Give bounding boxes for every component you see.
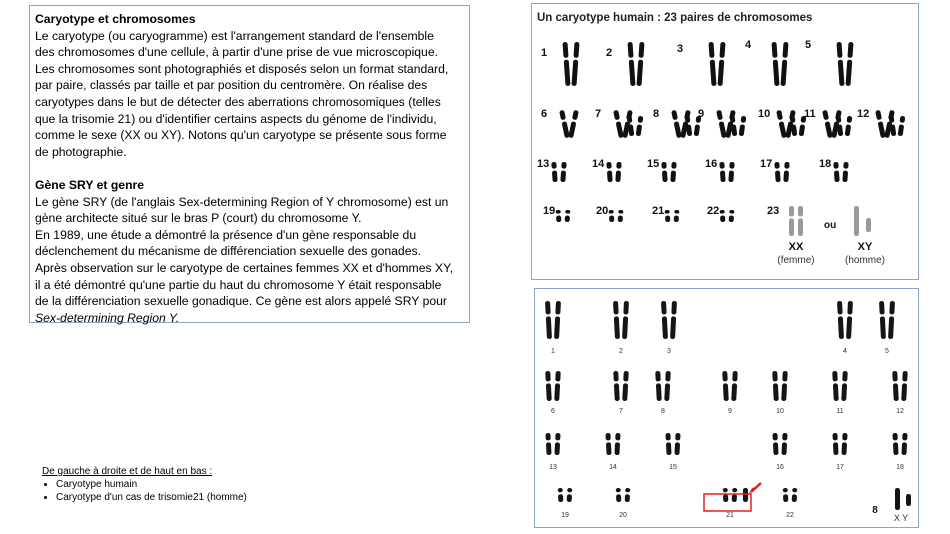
- chromosome-number: 15: [647, 158, 660, 170]
- chromosome-number: 22: [707, 205, 720, 217]
- chromosome-number: 6: [551, 408, 555, 415]
- chromosome-pair: [833, 162, 848, 182]
- chromosome-number: 18: [819, 158, 832, 170]
- chromosome-number: 23: [767, 205, 780, 217]
- chromosome-number: 11: [804, 108, 816, 120]
- extra-chromosome-21: [743, 488, 748, 502]
- caption-item: • Caryotype d'un cas de trisomie21 (homme): [56, 491, 247, 504]
- chromosome-number: 10: [776, 408, 784, 415]
- chromosome-number: 20: [619, 512, 627, 519]
- text-line: comme le sexe (XX ou XY). Notons qu'un caryotype se présente sous forme: [35, 128, 447, 143]
- chromosome-y: [866, 218, 871, 232]
- chromosome-pair: [665, 210, 680, 222]
- caption-item: • Caryotype humain: [56, 478, 247, 491]
- chromosome-pair: [606, 162, 621, 182]
- chromosome-pair: [836, 116, 853, 137]
- text-panel: [29, 5, 470, 323]
- text-line: gène architecte situé sur le bras P (court) du chromosome Y.: [35, 211, 362, 226]
- karyotype-title: Un caryotype humain : 23 paires de chromosomes: [537, 12, 813, 24]
- chromosome-pair: [558, 488, 573, 502]
- chromosome-pair: [551, 162, 566, 182]
- chromosome-number: 14: [609, 464, 617, 471]
- karyotype-human-panel: [531, 3, 919, 280]
- chromosome-number: 8: [653, 108, 660, 120]
- sex-chromosome-labels: X Y: [893, 513, 909, 523]
- text-line: Le caryotype (ou caryogramme) est l'arrangement standard de l'ensemble: [35, 28, 434, 43]
- chromosome-x: [854, 206, 859, 236]
- chromosome-pair: [832, 433, 847, 455]
- text-line: il a été démontré qu'une partie du haut du chromosome Y était responsable: [35, 277, 442, 292]
- chromosome-pair: [783, 488, 798, 502]
- chromosome-number: 7: [595, 108, 602, 120]
- chromosome-number: 18: [896, 464, 904, 471]
- chromosome-number: 13: [549, 464, 557, 471]
- chromosome-number: 2: [619, 348, 623, 355]
- text-line: Le gène SRY (de l'anglais Sex-determining Region of Y chromosome) est un: [35, 194, 449, 209]
- chromosome-number: 3: [667, 348, 671, 355]
- chromosome-pair: [545, 301, 561, 339]
- chromosome-number: 12: [857, 108, 870, 120]
- chromosome-number: 16: [705, 158, 718, 170]
- chromosome-pair: [892, 433, 907, 455]
- chromosome-number: 12: [896, 408, 904, 415]
- caption-heading: De gauche à droite et de haut en bas :: [42, 466, 213, 477]
- male-label: (homme): [844, 255, 886, 266]
- chromosome-pair: [562, 42, 579, 86]
- chromosome-number: 11: [836, 408, 844, 415]
- chromosome-number: 1: [541, 47, 548, 59]
- chromosome-number: 2: [606, 47, 613, 59]
- chromosome-number: 1: [551, 348, 555, 355]
- chromosome-pair: [655, 371, 671, 401]
- chromosome-pair: [627, 116, 644, 137]
- chromosome-number: 22: [786, 512, 794, 519]
- chromosome-number: 20: [596, 205, 609, 217]
- text-line: des chromosomes d'une cellule, à partir d'une prise de vue microscopique.: [35, 45, 438, 60]
- chromosome-pair: [616, 488, 631, 502]
- caption-notes: [42, 465, 247, 504]
- chromosome-pair: [772, 371, 788, 401]
- chromosome-number: 9: [728, 408, 732, 415]
- chromosome-pair: [719, 162, 734, 182]
- chromosome-pair: [613, 301, 629, 339]
- xy-label: XY: [857, 241, 873, 253]
- chromosome-number: 8: [661, 408, 665, 415]
- text-line: caryotypes dans le but de détecter des aberrations chromosomiques (telles: [35, 94, 441, 109]
- chromosome-pair: [609, 210, 624, 222]
- chromosome-number: 10: [758, 108, 771, 120]
- paragraph-caryotype: [35, 28, 463, 161]
- heading-caryotype: Caryotype et chromosomes: [35, 12, 196, 26]
- text-line-italic: Sex-determining Region Y.: [35, 310, 180, 325]
- text-line: de la différenciation sexuelle gonadique. Ce gène est alors appelé SRY pour: [35, 294, 447, 309]
- chromosome-x: [895, 488, 900, 510]
- text-line: de photographie.: [35, 144, 127, 159]
- trisomy-arrow-head: [748, 487, 756, 495]
- text-line: Les chromosomes sont photographiés et disposés selon un format standard,: [35, 61, 449, 76]
- chromosome-pair: [771, 42, 788, 86]
- text-line: déclenchement du mécanisme de différenciation sexuelle des gonades.: [35, 244, 421, 259]
- chromosome-number: 14: [592, 158, 605, 170]
- chromosome-number: 17: [760, 158, 773, 170]
- chromosome-pair: [661, 162, 676, 182]
- trisomy-arrow: [751, 483, 761, 492]
- chromosome-number: 19: [543, 205, 556, 217]
- chromosome-pair: [832, 371, 848, 401]
- chromosome-number: 5: [885, 348, 889, 355]
- chromosome-pair: [545, 433, 560, 455]
- female-label: (femme): [777, 255, 815, 266]
- chromosome-number: 4: [745, 39, 752, 51]
- chromosome-pair: [665, 433, 680, 455]
- text-line: que la trisomie 21) ou d'identifier certains aspects du génome de l'individu,: [35, 111, 437, 126]
- chromosome-pair: [556, 210, 571, 222]
- chromosome-pair: [545, 371, 561, 401]
- chromosome-number: 16: [776, 464, 784, 471]
- chromosome-pair: [605, 433, 620, 455]
- chromosome-pair: [879, 301, 895, 339]
- chromosome-number: 19: [561, 512, 569, 519]
- text-line: par paire, classés par taille et par position du centromère. On réalise des: [35, 78, 428, 93]
- xx-label: XX: [788, 241, 804, 253]
- paragraph-sry: [35, 194, 463, 327]
- chromosome-number: 5: [805, 39, 812, 51]
- chromosome-pair: [722, 371, 738, 401]
- chromosome-pair: [723, 488, 738, 502]
- chromosome-number: 13: [537, 158, 550, 170]
- chromosome-number: 6: [541, 108, 548, 120]
- caption-list: [42, 478, 247, 504]
- chromosome-pair: [559, 110, 579, 138]
- chromosome-pair: [837, 301, 853, 339]
- text-line: En 1989, une étude a démontré la présence d'un gène responsable du: [35, 227, 417, 242]
- chromosome-number: 21: [652, 205, 665, 217]
- chromosome-pair: [892, 371, 908, 401]
- chromosome-pair: [720, 210, 735, 222]
- karyotype-trisomy-panel: [534, 288, 919, 528]
- page-number: 8: [872, 505, 878, 516]
- karyotype-human-figure: [532, 4, 917, 278]
- heading-sry: Gène SRY et genre: [35, 177, 145, 192]
- chromosome-y: [906, 494, 911, 506]
- chromosome-pair: [772, 433, 787, 455]
- chromosome-number: 21: [726, 512, 734, 519]
- chromosome-x-pair: [789, 206, 803, 236]
- chromosome-number: 17: [836, 464, 844, 471]
- chromosome-pair: [889, 116, 906, 137]
- chromosome-pair: [613, 371, 629, 401]
- or-label: ou: [824, 220, 837, 231]
- chromosome-pair: [708, 42, 725, 86]
- text-line: Après observation sur le caryotype de certaines femmes XX et d'hommes XY,: [35, 260, 454, 275]
- chromosome-number: 4: [843, 348, 847, 355]
- chromosome-pair: [730, 116, 747, 137]
- chromosome-number: 3: [677, 43, 684, 55]
- chromosome-pair: [661, 301, 677, 339]
- karyotype-trisomy-figure: [535, 289, 917, 526]
- chromosome-pair: [774, 162, 789, 182]
- chromosome-pair: [627, 42, 644, 86]
- chromosome-pair: [836, 42, 853, 86]
- chromosome-number: 7: [619, 408, 623, 415]
- chromosome-number: 9: [698, 108, 705, 120]
- chromosome-number: 15: [669, 464, 677, 471]
